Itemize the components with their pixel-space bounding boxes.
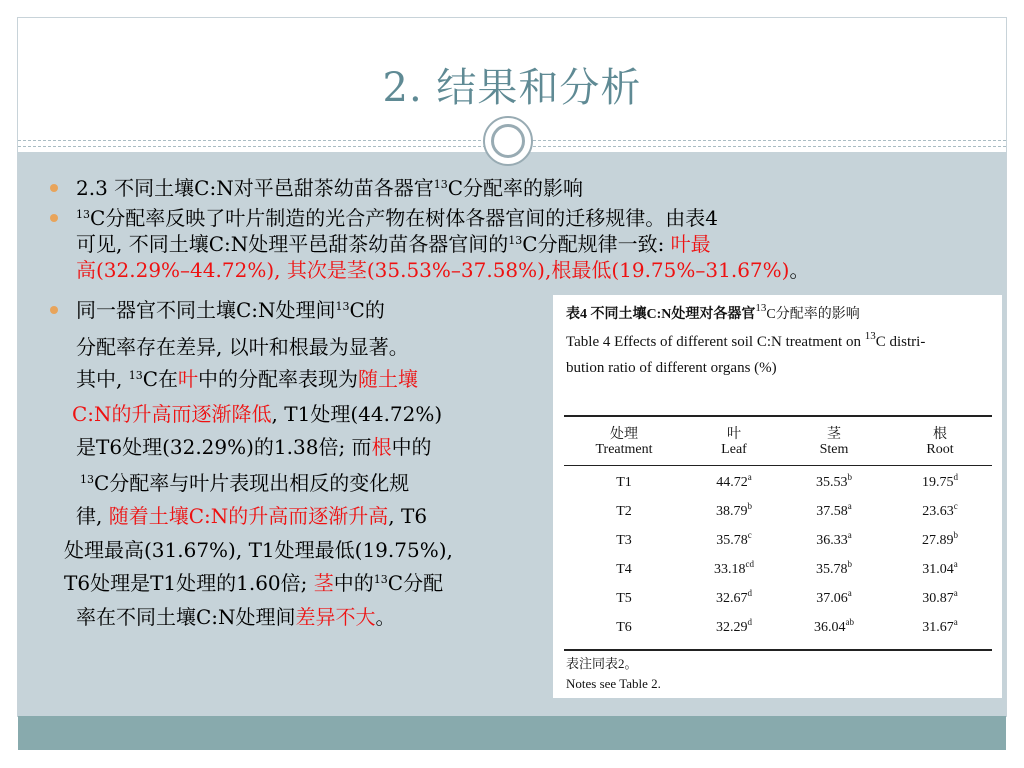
cell-stem-value: 37.06 (816, 591, 848, 606)
bullet-3-line-9 (64, 570, 443, 596)
bullet-2-highlight-b: 高(32.29%–44.72%), 其次是茎(35.53%–37.58%),根最低(19.75%–31.67%) (76, 258, 790, 282)
bullet-3-line-3-a: 其中, (76, 367, 129, 391)
highlight-no-difference: 差异不大 (295, 605, 376, 629)
bullet-2-line-2-b: C分配规律一致: (522, 232, 671, 256)
highlight-decrease: C:N的升高而逐渐降低 (72, 402, 272, 426)
cell-leaf-value: 44.72 (716, 475, 748, 490)
cell-leaf (689, 530, 779, 549)
highlight-increase: 随着土壤C:N的升高而逐渐升高 (108, 504, 389, 528)
cell-leaf-value: 32.29 (716, 620, 748, 635)
cell-stem (789, 588, 879, 607)
significance-letter: d (747, 617, 752, 627)
superscript-13: 13 (433, 178, 448, 191)
cell-treatment (579, 475, 669, 491)
highlight-root: 根 (371, 435, 392, 459)
cell-leaf-value: 35.78 (716, 533, 748, 548)
superscript-13: 13 (864, 330, 876, 342)
cell-treatment-value: T1 (616, 475, 632, 490)
table-caption-cn-a: 表4 不同土壤C:N处理对各器官 (566, 307, 756, 322)
bullet-2-line-3 (76, 257, 809, 283)
bullet-3-line-5 (76, 434, 432, 460)
highlight-leaf: 叶 (178, 367, 199, 391)
bullet-3-line-1-a: 同一器官不同土壤C:N处理间 (76, 298, 336, 322)
bullet-1-post: C分配率的影响 (447, 176, 584, 200)
bullet-3-line-7 (76, 503, 427, 529)
superscript-13: 13 (128, 369, 143, 382)
cell-root-value: 27.89 (922, 533, 954, 548)
significance-letter: a (847, 530, 852, 540)
table-caption-cn-b: C分配率的影响 (766, 307, 860, 322)
bullet-dot-icon (50, 214, 58, 222)
bullet-1-text (76, 175, 583, 201)
cell-root-value: 23.63 (922, 504, 954, 519)
significance-letter: cd (745, 559, 754, 569)
cell-leaf-value: 32.67 (716, 591, 748, 606)
significance-letter: a (747, 472, 752, 482)
cell-leaf (689, 501, 779, 520)
frame-right-border (1006, 17, 1007, 717)
cell-root (895, 530, 985, 549)
bullet-dot-icon (50, 184, 58, 192)
slide-title: 2. 结果和分析 (382, 65, 642, 111)
cell-stem (789, 559, 879, 578)
bullet-3-line-7-a: 律, (76, 504, 109, 528)
bullet-dot-icon (50, 306, 58, 314)
bullet-2-line-3-end: 。 (789, 258, 810, 282)
header-leaf-cn: 叶 (727, 427, 741, 442)
significance-letter: a (847, 501, 852, 511)
bullet-2-line-1-text: C分配率反映了叶片制造的光合产物在树体各器官间的迁移规律。由表4 (90, 206, 719, 230)
cell-stem (789, 501, 879, 520)
header-treatment-en: Treatment (595, 442, 653, 457)
cell-stem (789, 530, 879, 549)
significance-letter: a (953, 559, 958, 569)
header-stem-cn: 茎 (827, 427, 841, 442)
cell-treatment (579, 591, 669, 607)
significance-letter: b (847, 472, 852, 482)
table-bottom-rule (564, 649, 992, 651)
bullet-3-line-6-text: C分配率与叶片表现出相反的变化规 (94, 471, 410, 495)
bullet-3-line-1 (76, 297, 385, 323)
bullet-3-line-1-b: C的 (349, 298, 385, 322)
bullet-3-line-2: 分配率存在差异, 以叶和根最为显著。 (76, 335, 409, 359)
cell-stem-value: 37.58 (816, 504, 848, 519)
header-treatment-cn: 处理 (610, 427, 638, 442)
significance-letter: a (953, 617, 958, 627)
header-root-en: Root (926, 442, 954, 457)
significance-letter: a (847, 588, 852, 598)
cell-treatment (579, 562, 669, 578)
bullet-2-line-2 (76, 231, 711, 257)
cell-root (895, 501, 985, 520)
cell-leaf-value: 33.18 (714, 562, 746, 577)
bullet-3-line-10-end: 。 (375, 605, 396, 629)
table-caption-en-line-2: bution ratio of different organs (%) (566, 360, 777, 376)
cell-stem-value: 35.53 (816, 475, 848, 490)
bullet-3-line-4 (72, 401, 442, 427)
bullet-3-line-3-b: C在 (142, 367, 179, 391)
bullet-2-line-1 (76, 205, 718, 231)
highlight-with-soil: 随土壤 (358, 367, 419, 391)
cell-stem (789, 617, 879, 636)
footer-bar (18, 716, 1006, 750)
bullet-3-line-4-b: , T1处理(44.72%) (271, 402, 443, 426)
significance-letter: c (953, 501, 958, 511)
significance-letter: b (747, 501, 752, 511)
superscript-13: 13 (80, 473, 94, 486)
cell-root-value: 31.04 (922, 562, 954, 577)
circle-ornament-icon (483, 116, 533, 166)
significance-letter: b (953, 530, 958, 540)
cell-leaf (689, 559, 779, 578)
bullet-3-line-5-a: 是T6处理(32.29%)的1.38倍; 而 (76, 435, 372, 459)
cell-treatment (579, 620, 669, 636)
significance-letter: ab (845, 617, 854, 627)
table-note-cn: 表注同表2。 (566, 656, 638, 671)
bullet-3-line-7-b: , T6 (388, 504, 428, 528)
cell-stem-value: 35.78 (816, 562, 848, 577)
table-caption-en-b: C distri- (875, 334, 926, 350)
cell-stem-value: 36.33 (816, 533, 848, 548)
table-note-en: Notes see Table 2. (566, 676, 661, 691)
superscript-13: 13 (373, 573, 388, 586)
bullet-3-line-8: 处理最高(31.67%), T1处理最低(19.75%), (64, 538, 453, 562)
bullet-3-line-6 (80, 470, 409, 496)
bullet-2-line-2-a: 可见, 不同土壤C:N处理平邑甜茶幼苗各器官间的 (76, 232, 509, 256)
cell-treatment (579, 533, 669, 549)
significance-letter: d (747, 588, 752, 598)
bullet-3-line-3 (76, 366, 418, 392)
bullet-3-line-9-b: 中的 (333, 571, 374, 595)
cell-leaf (689, 617, 779, 636)
bullet-3-line-9-c: C分配 (387, 571, 444, 595)
cell-treatment-value: T4 (616, 562, 632, 577)
circle-ornament-inner-icon (491, 124, 525, 158)
header-root-cn: 根 (933, 427, 947, 442)
bullet-3-line-3-c: 中的分配率表现为 (198, 367, 359, 391)
header-stem-en: Stem (819, 442, 849, 457)
table-caption-en (566, 332, 925, 352)
bullet-3-line-10-a: 率在不同土壤C:N处理间 (76, 605, 296, 629)
table-caption-en-a: Table 4 Effects of different soil C:N treatment on (566, 334, 865, 350)
cell-treatment-value: T5 (616, 591, 632, 606)
cell-stem-value: 36.04 (814, 620, 846, 635)
superscript-13: 13 (76, 208, 90, 221)
superscript-13: 13 (508, 234, 523, 247)
cell-root (895, 617, 985, 636)
header-leaf-en: Leaf (721, 442, 747, 457)
cell-root-value: 19.75 (922, 475, 954, 490)
cell-root (895, 559, 985, 578)
cell-leaf (689, 588, 779, 607)
table-4 (553, 295, 1002, 698)
significance-letter: b (847, 559, 852, 569)
cell-root-value: 30.87 (922, 591, 954, 606)
table-top-rule (564, 415, 992, 417)
bullet-3-line-9-a: T6处理是T1处理的1.60倍; (64, 571, 314, 595)
bullet-2-highlight-a: 叶最 (670, 232, 711, 256)
bullet-3-line-10 (76, 604, 396, 630)
cell-treatment-value: T6 (616, 620, 632, 635)
cell-treatment (579, 504, 669, 520)
significance-letter: d (953, 472, 958, 482)
cell-leaf-value: 38.79 (716, 504, 748, 519)
significance-letter: c (747, 530, 752, 540)
highlight-stem: 茎 (313, 571, 334, 595)
cell-root-value: 31.67 (922, 620, 954, 635)
cell-treatment-value: T3 (616, 533, 632, 548)
table-header-rule (564, 465, 992, 466)
superscript-13: 13 (755, 302, 767, 314)
cell-leaf (689, 472, 779, 491)
bullet-3-line-5-b: 中的 (391, 435, 432, 459)
superscript-13: 13 (335, 300, 350, 313)
bullet-1-pre: 2.3 不同土壤C:N对平邑甜茶幼苗各器官 (76, 176, 434, 200)
cell-root (895, 472, 985, 491)
cell-treatment-value: T2 (616, 504, 632, 519)
cell-root (895, 588, 985, 607)
significance-letter: a (953, 588, 958, 598)
table-caption-cn (566, 302, 860, 325)
cell-stem (789, 472, 879, 491)
